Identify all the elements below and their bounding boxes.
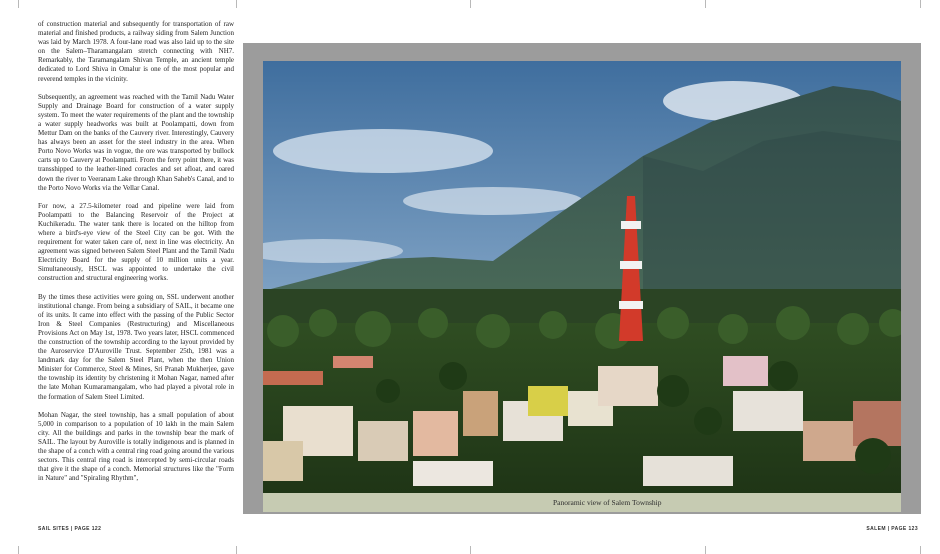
crop-mark — [18, 546, 19, 554]
cloud — [273, 129, 493, 173]
township-illustration — [263, 61, 901, 493]
article-paragraph: By the times these activities were going on, SSL underwent another institutional change. From being a subsidiary of SAIL, it became one of its units. It came into effect with the passing of the Public Sector Iron & Steel Companies (Restructuring) and Miscellaneous Provisions Act on May 1st, 1978. Two years later, HSCL commenced the construction of the township according to the layout provided by the Auroservice D'Auroville Trust. September 25th, 1981 was a landmark day for the Salem Steel Plant, when the then Union Minister for Commerce, Steel & Mines, Sri Pranab Mukherjee, gave the township its identity by christening it Mohan Nagar, named after the late Mohan Kumaramangalam, who had played a pivotal role in the formation of Salem Steel Limited. — [38, 292, 234, 401]
crop-mark — [705, 0, 706, 8]
photo-frame — [243, 43, 921, 514]
article-paragraph: of construction material and subsequently for transportation of raw material and finished products, a railway siding from Salem Junction was laid by March 1978. A four-lane road was also laid up to the site on the Salem–Tharamangalam stretch connecting with NH7. Remarkably, the Taramangalam Shivan Temple, an ancient temple dedicated to Lord Shiva in Omalur is one of the most popular and reverend temples in the vicinity. — [38, 20, 234, 83]
crop-mark — [236, 546, 237, 554]
article-paragraph: For now, a 27.5-kilometer road and pipeline were laid from Poolampatti to the Balancing Reservoir of the Project at Kuchikeradu. The water tank there is located on the hilltop from where a bird's-eye view of the Steel City can be got. With the requirement for water taken care of, next in line was electricity. An agreement was signed between Salem Steel Plant and the Tamil Nadu Electricity Board for the supply of 10 million units a year. Simultaneously, HSCL was appointed to undertake the civil construction and structural engineering works. — [38, 201, 234, 283]
crop-mark — [236, 0, 237, 8]
caption-text: Panoramic view of Salem Township — [553, 498, 662, 507]
folio-left: SAIL SITES | PAGE 122 — [38, 526, 102, 532]
article-body — [38, 20, 234, 492]
crop-mark — [920, 546, 921, 554]
cloud — [403, 187, 583, 215]
photo-caption — [263, 493, 901, 512]
crop-mark — [470, 0, 471, 8]
crop-mark — [470, 546, 471, 554]
article-paragraph: Subsequently, an agreement was reached with the Tamil Nadu Water Supply and Drainage Board for construction of a water supply system. To meet the water requirements of the plant and the township a water supply headworks was built at Poolampatti, down from Mettur Dam on the banks of the Cauvery river. Interestingly, Cauvery has always been an asset for the steel industry in the area. When Porto Novo Works was in vogue, the ore was transported by bullock carts up to Cauvery at Poolampatti. From the ferry point there, it was transshipped to the leather-lined coracles and set afloat, and oared down the river to Veeranam Lake through Khan Saheb's Canal, and to the Porto Novo Works via the Vellar Canal. — [38, 92, 234, 192]
crop-mark — [18, 0, 19, 8]
crop-mark — [705, 546, 706, 554]
crop-mark — [920, 0, 921, 8]
township-photo — [263, 61, 901, 493]
article-paragraph: Mohan Nagar, the steel township, has a small population of about 5,000 in comparison to a population of 10 lakh in the main Salem city. All the buildings and parks in the township bear the mark of SAIL. The layout by Auroville is totally indigenous and is planned in the shape of a conch with a central ring road going around the various sectors. This central ring road is intercepted by semi-circular roads that give it the shape of a conch. Memorial structures like the "Form in Nature" and "Spiraling Rhythm", — [38, 410, 234, 483]
folio-right: SALEM | PAGE 123 — [866, 526, 918, 532]
